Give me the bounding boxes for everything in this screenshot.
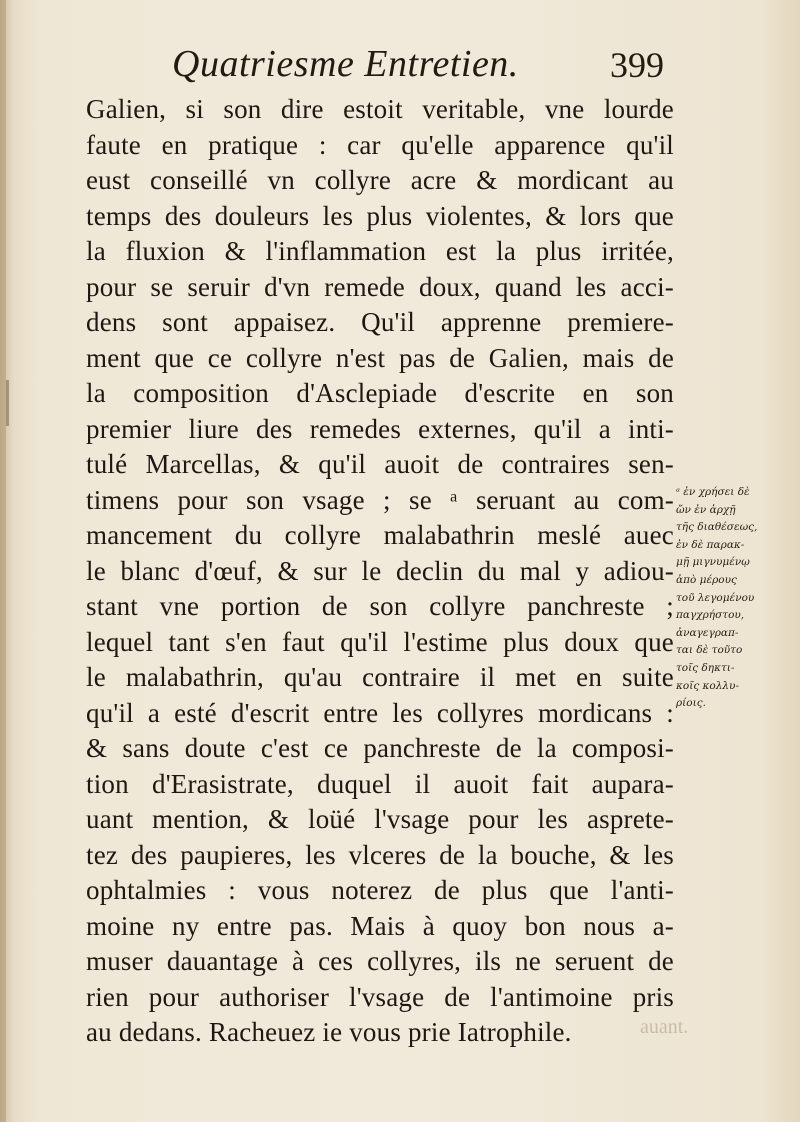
text-line: muser dauantage à ces collyres, ils ne seruent de: [86, 946, 674, 976]
greek-marginal-note: [676, 484, 780, 713]
text-line: tion d'Erasistrate, duquel il auoit fait aupara-: [86, 768, 674, 799]
running-title: Quatriesme Entretien.: [172, 43, 519, 85]
page-gutter-shadow: [0, 0, 6, 1122]
text-line: le malabathrin, qu'au contraire il met en suite: [86, 662, 674, 692]
text-line: timens pour son vsage ; se ᵃ seruant au com-: [86, 484, 674, 515]
margin-edge-mark: [6, 380, 9, 426]
marginal-note-line: κοῖς κολλυ-: [676, 679, 739, 692]
text-line: faute en pratique : car qu'elle apparence qu'il: [86, 129, 674, 160]
text-line: ophtalmies : vous noterez de plus que l'anti-: [86, 875, 674, 905]
marginal-note-line: ὤν ἐν ἀρχῇ: [676, 503, 736, 516]
marginal-note-line: τοῖς δηκτι-: [676, 661, 735, 674]
catchword: auant.: [640, 1016, 689, 1038]
marginal-note-line: ἀναγεγραπ-: [676, 626, 739, 639]
text-line: rien pour authoriser l'vsage de l'antimoine pris: [86, 981, 674, 1012]
text-line: uant mention, & loüé l'vsage pour les asprete-: [86, 804, 674, 834]
text-line: moine ny entre pas. Mais à quoy bon nous a-: [86, 910, 674, 941]
text-line: Galien, si son dire estoit veritable, vne lourde: [86, 94, 674, 124]
text-line: la fluxion & l'inflammation est la plus irritée,: [86, 236, 674, 266]
body-text-block: [86, 92, 674, 1051]
page-header: [172, 38, 692, 94]
text-line: au dedans. Racheuez ie vous prie Iatrophile.: [86, 1017, 572, 1047]
marginal-note-line: τῆς διαθέσεως,: [676, 521, 758, 534]
marginal-note-line: ᵃ ἐν χρήσει δὲ: [676, 486, 750, 498]
text-line: mancement du collyre malabathrin meslé auec: [86, 520, 674, 550]
marginal-note-line: ρίοις.: [676, 697, 706, 710]
text-line: le blanc d'œuf, & sur le declin du mal y adiou-: [86, 555, 674, 586]
text-line: & sans doute c'est ce panchreste de la composi-: [86, 733, 674, 763]
text-line: dens sont appaisez. Qu'il apprenne premiere-: [86, 307, 674, 337]
marginal-note-line: τοῦ λεγομένου: [676, 591, 755, 604]
text-line: qu'il a esté d'escrit entre les collyres mordicans :: [86, 697, 674, 728]
marginal-note-line: ἐν δὲ παρακ-: [676, 538, 745, 551]
text-line: stant vne portion de son collyre panchreste ;: [86, 591, 674, 621]
text-line: eust conseillé vn collyre acre & mordicant au: [86, 165, 674, 195]
text-line: tulé Marcellas, & qu'il auoit de contraires sen-: [86, 449, 674, 479]
text-line: premier liure des remedes externes, qu'il a inti-: [86, 413, 674, 444]
page-number: 399: [610, 45, 664, 85]
text-line: lequel tant s'en faut qu'il l'estime plus doux que: [86, 626, 674, 657]
marginal-note-line: μῇ μιγνυμένῳ: [676, 556, 750, 569]
text-line: ment que ce collyre n'est pas de Galien, mais de: [86, 342, 674, 373]
text-line: la composition d'Asclepiade d'escrite en son: [86, 378, 674, 408]
text-line: tez des paupieres, les vlceres de la bouche, & les: [86, 839, 674, 870]
marginal-note-line: παγχρήστου,: [676, 609, 745, 622]
marginal-note-line: ἀπὸ μέρους: [676, 573, 737, 586]
marginal-note-line: ται δὲ τοῦτο: [676, 644, 743, 657]
text-line: temps des douleurs les plus violentes, & lors que: [86, 200, 674, 231]
text-line: pour se seruir d'vn remede doux, quand les acci-: [86, 271, 674, 302]
